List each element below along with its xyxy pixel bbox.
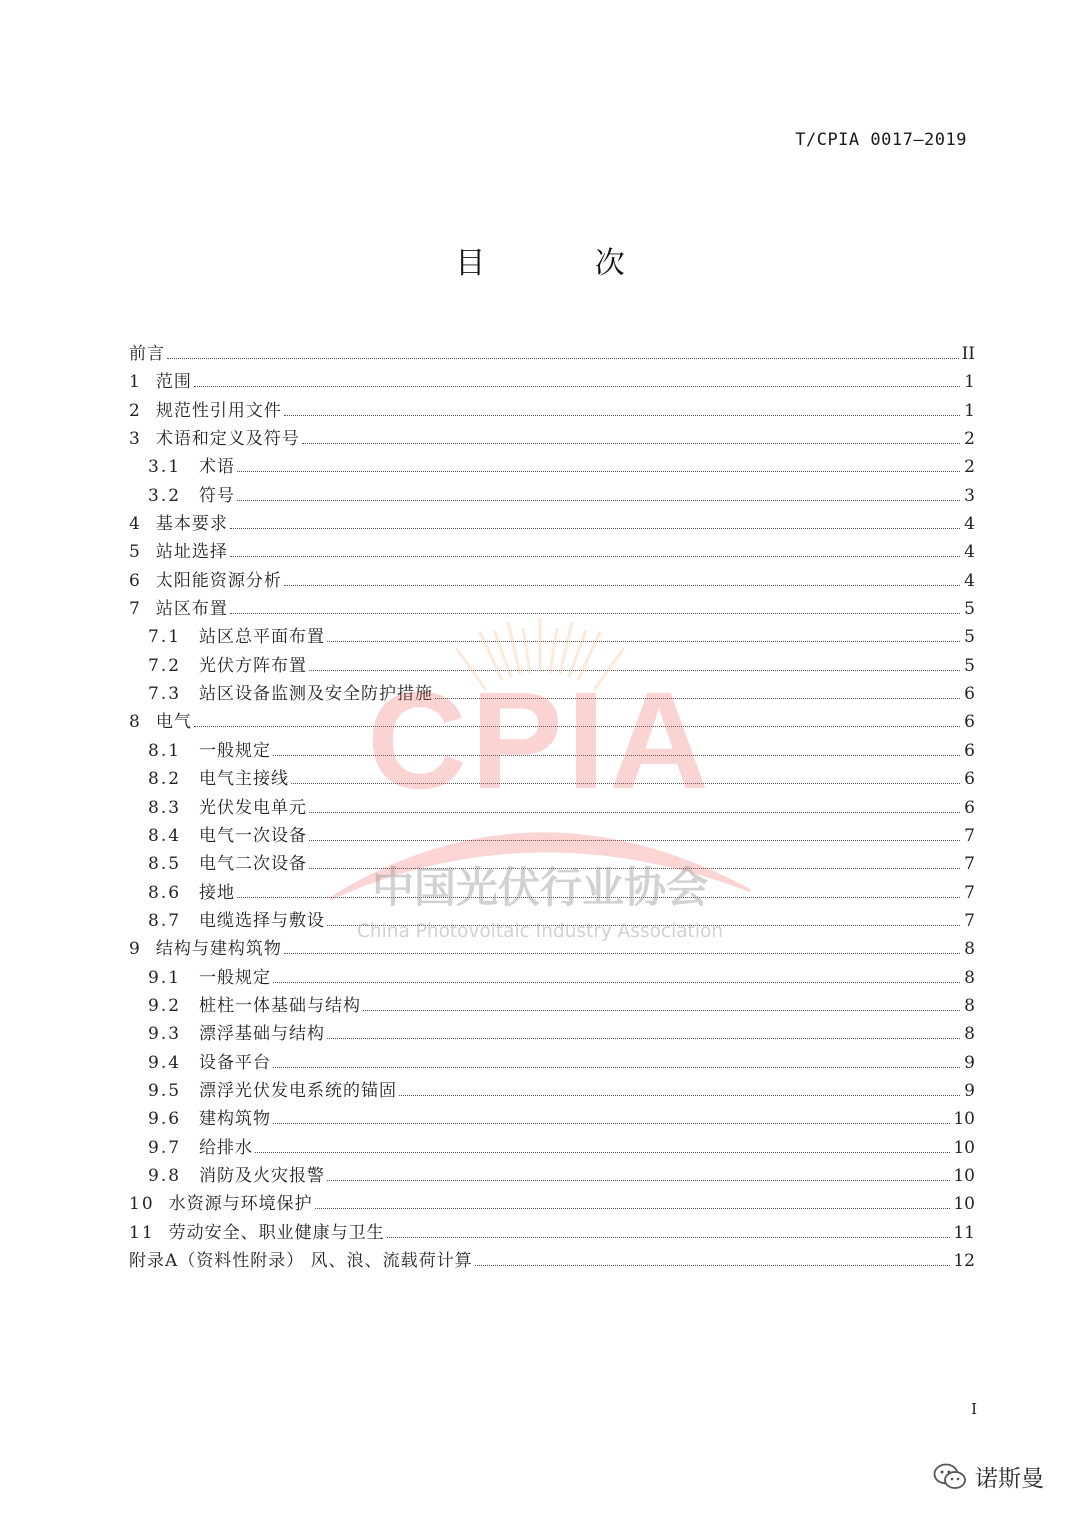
toc-entry-page: 8 [964, 939, 975, 960]
watermark-logo-text: CPIA [367, 664, 713, 818]
toc-entry-number: 9.5 [148, 1080, 182, 1101]
toc-dot-leader [291, 783, 960, 784]
toc-entry[interactable] [129, 367, 975, 395]
toc-entry-number: 9.8 [148, 1165, 182, 1186]
toc-entry[interactable] [129, 764, 975, 792]
toc-entry-number: 7.3 [148, 684, 182, 705]
toc-entry[interactable] [129, 1048, 975, 1076]
toc-entry-page: 5 [964, 655, 975, 676]
toc-entry-label: 设备平台 [199, 1052, 272, 1073]
standard-code: T/CPIA 0017—2019 [795, 130, 967, 150]
toc-entry[interactable] [129, 963, 975, 991]
toc-entry[interactable] [129, 566, 975, 594]
toc-dot-leader [284, 585, 960, 586]
toc-entry-page: 6 [964, 712, 975, 733]
toc-entry-label: 光伏发电单元 [199, 797, 308, 818]
toc-entry[interactable] [129, 821, 975, 849]
toc-entry-number: 8 [129, 712, 142, 733]
watermark-name-cn: 中国光伏行业协会 [371, 863, 709, 912]
toc-entry-label: 电气 [155, 712, 192, 733]
toc-dot-leader [284, 415, 960, 416]
toc-entry-label: 站区设备监测及安全防护措施 [199, 684, 434, 705]
toc-dot-leader [327, 925, 960, 926]
toc-entry-number: 3 [129, 429, 142, 450]
toc-entry[interactable] [129, 1189, 975, 1217]
toc-entry-label: 接地 [199, 882, 236, 903]
toc-entry[interactable] [129, 1076, 975, 1104]
toc-dot-leader [230, 528, 960, 529]
toc-entry-number: 9.3 [148, 1024, 182, 1045]
toc-dot-leader [194, 726, 960, 727]
toc-entry-label: 站区总平面布置 [199, 627, 326, 648]
toc-entry-number: 4 [129, 514, 142, 535]
toc-entry-label: 一般规定 [199, 740, 272, 761]
toc-entry-page: 2 [964, 429, 975, 450]
toc-entry[interactable] [129, 1161, 975, 1189]
toc-entry[interactable] [129, 849, 975, 877]
page-number: I [971, 1400, 977, 1418]
toc-entry-number: 6 [129, 570, 142, 591]
toc-dot-leader [309, 868, 960, 869]
toc-entry-number: 8.4 [148, 825, 182, 846]
toc-entry-page: 3 [964, 485, 975, 506]
toc-dot-leader [302, 443, 960, 444]
toc-entry[interactable] [129, 537, 975, 565]
toc-entry-page: 10 [953, 1165, 975, 1186]
toc-entry-label: 太阳能资源分析 [155, 570, 282, 591]
toc-entry[interactable] [129, 481, 975, 509]
toc-entry[interactable] [129, 906, 975, 934]
toc-entry-label: 前言 [129, 344, 165, 364]
toc-entry[interactable] [129, 424, 975, 452]
toc-entry-page: 12 [953, 1251, 975, 1271]
toc-dot-leader [284, 953, 960, 954]
toc-dot-leader [327, 641, 960, 642]
toc-entry-number: 8.2 [148, 769, 182, 790]
toc-dot-leader [237, 897, 960, 898]
toc-dot-leader [237, 500, 960, 501]
toc-dot-leader [167, 358, 959, 359]
toc-entry-number: 7 [129, 599, 142, 620]
toc-dot-leader [255, 1152, 950, 1153]
wechat-icon [933, 1462, 967, 1492]
toc-entry[interactable] [129, 509, 975, 537]
toc-entry-page: 8 [964, 967, 975, 988]
toc-dot-leader [230, 556, 960, 557]
toc-entry[interactable] [129, 1133, 975, 1161]
toc-dot-leader [387, 1237, 951, 1238]
toc-entry-label: 电气一次设备 [199, 825, 308, 846]
toc-entry-label: 电缆选择与敷设 [199, 910, 326, 931]
toc-entry[interactable] [129, 651, 975, 679]
toc-dot-leader [309, 812, 960, 813]
toc-entry-label: 术语和定义及符号 [155, 429, 300, 450]
page-title: 目 次 [455, 246, 675, 281]
toc-entry-page: 6 [964, 769, 975, 790]
toc-dot-leader [327, 1038, 960, 1039]
toc-entry-number: 11 [129, 1222, 155, 1243]
toc-entry-number: 9.1 [148, 967, 182, 988]
toc-dot-leader [315, 1208, 951, 1209]
toc-entry-number: 10 [129, 1194, 155, 1215]
toc-entry[interactable] [129, 878, 975, 906]
toc-entry-label: 消防及火灾报警 [199, 1165, 326, 1186]
toc-entry-page: 7 [964, 825, 975, 846]
toc-entry-label: 结构与建构筑物 [155, 939, 282, 960]
toc-entry-page: 4 [964, 542, 975, 563]
toc-dot-leader [273, 982, 960, 983]
toc-entry-label: 范围 [155, 372, 192, 393]
toc-entry-label: 规范性引用文件 [155, 400, 282, 421]
toc-entry-label: 桩柱一体基础与结构 [199, 995, 362, 1016]
toc-dot-leader [435, 698, 960, 699]
toc-entry-label: 符号 [199, 485, 236, 506]
toc-entry-page: 8 [964, 995, 975, 1016]
toc-entry[interactable] [129, 736, 975, 764]
toc-entry-page: 6 [964, 740, 975, 761]
toc-entry-page: 1 [964, 400, 975, 421]
toc-entry-label: 附录A（资料性附录） 风、浪、流载荷计算 [129, 1251, 473, 1271]
toc-entry-page: 2 [964, 457, 975, 478]
toc-entry-number: 9.2 [148, 995, 182, 1016]
toc-entry-page: II [961, 344, 975, 364]
toc-entry-page: 10 [953, 1109, 975, 1130]
toc-entry-number: 3.1 [148, 457, 182, 478]
toc-entry-label: 一般规定 [199, 967, 272, 988]
toc-entry-label: 水资源与环境保护 [168, 1194, 313, 1215]
toc-entry-page: 9 [964, 1052, 975, 1073]
toc-entry-number: 9.6 [148, 1109, 182, 1130]
toc-entry-page: 10 [953, 1137, 975, 1158]
toc-entry-number: 1 [129, 372, 142, 393]
toc-entry[interactable] [129, 793, 975, 821]
toc-entry[interactable] [129, 1104, 975, 1132]
toc-dot-leader [273, 1067, 960, 1068]
toc-entry-label: 漂浮光伏发电系统的锚固 [199, 1080, 398, 1101]
toc-entry-label: 基本要求 [155, 514, 228, 535]
toc-entry-label: 站址选择 [155, 542, 228, 563]
toc-entry-number: 9.4 [148, 1052, 182, 1073]
toc-entry-number: 2 [129, 400, 142, 421]
toc-dot-leader [194, 386, 960, 387]
toc-entry-label: 建构筑物 [199, 1109, 272, 1130]
toc-entry-number: 8.6 [148, 882, 182, 903]
toc-entry-label: 电气二次设备 [199, 854, 308, 875]
toc-entry-page: 8 [964, 1024, 975, 1045]
toc-entry-page: 10 [953, 1194, 975, 1215]
toc-entry-page: 11 [953, 1222, 975, 1243]
toc-entry-label: 光伏方阵布置 [199, 655, 308, 676]
toc-entry-page: 6 [964, 797, 975, 818]
toc-entry-page: 9 [964, 1080, 975, 1101]
toc-entry-page: 5 [964, 599, 975, 620]
account-name: 诺斯曼 [975, 1466, 1044, 1492]
toc-dot-leader [399, 1095, 960, 1096]
toc-entry-number: 9.7 [148, 1137, 182, 1158]
toc-dot-leader [363, 1010, 960, 1011]
toc-entry-number: 8.7 [148, 910, 182, 931]
toc-entry-label: 给排水 [199, 1137, 254, 1158]
toc-entry-page: 7 [964, 854, 975, 875]
toc-entry-page: 5 [964, 627, 975, 648]
toc-entry[interactable] [129, 452, 975, 480]
toc-entry[interactable] [129, 934, 975, 962]
toc-entry-page: 7 [964, 910, 975, 931]
toc-entry[interactable] [129, 396, 975, 424]
toc-entry-number: 9 [129, 939, 142, 960]
toc-dot-leader [475, 1265, 951, 1266]
toc-entry-page: 4 [964, 514, 975, 535]
toc-entry-page: 6 [964, 684, 975, 705]
toc-entry-number: 8.1 [148, 740, 182, 761]
toc-dot-leader [309, 840, 960, 841]
toc-entry[interactable] [129, 707, 975, 735]
toc-entry-label: 漂浮基础与结构 [199, 1024, 326, 1045]
toc-entry-page: 1 [964, 372, 975, 393]
watermark-name-en: China Photovoltaic Industry Association [357, 921, 723, 942]
toc-entry-label: 术语 [199, 457, 236, 478]
toc-entry-label: 电气主接线 [199, 769, 290, 790]
toc-entry[interactable] [129, 1246, 975, 1274]
toc-entry[interactable] [129, 1019, 975, 1047]
toc-entry-number: 8.3 [148, 797, 182, 818]
toc-entry-page: 7 [964, 882, 975, 903]
toc-entry-number: 8.5 [148, 854, 182, 875]
toc-entry-label: 劳动安全、职业健康与卫生 [168, 1222, 385, 1243]
toc-entry-number: 7.1 [148, 627, 182, 648]
toc-entry-label: 站区布置 [155, 599, 228, 620]
table-of-contents [129, 339, 975, 1274]
toc-dot-leader [237, 471, 960, 472]
toc-entry[interactable] [129, 679, 975, 707]
toc-dot-leader [230, 613, 960, 614]
toc-dot-leader [273, 1123, 950, 1124]
toc-entry-number: 7.2 [148, 655, 182, 676]
toc-dot-leader [273, 755, 960, 756]
toc-entry[interactable] [129, 1218, 975, 1246]
toc-entry[interactable] [129, 594, 975, 622]
toc-entry[interactable] [129, 622, 975, 650]
toc-entry-page: 4 [964, 570, 975, 591]
toc-entry-number: 5 [129, 542, 142, 563]
toc-dot-leader [327, 1180, 950, 1181]
toc-entry[interactable] [129, 339, 975, 367]
toc-entry[interactable] [129, 991, 975, 1019]
wechat-signature [933, 1460, 1044, 1493]
toc-entry-number: 3.2 [148, 485, 182, 506]
toc-dot-leader [309, 670, 960, 671]
